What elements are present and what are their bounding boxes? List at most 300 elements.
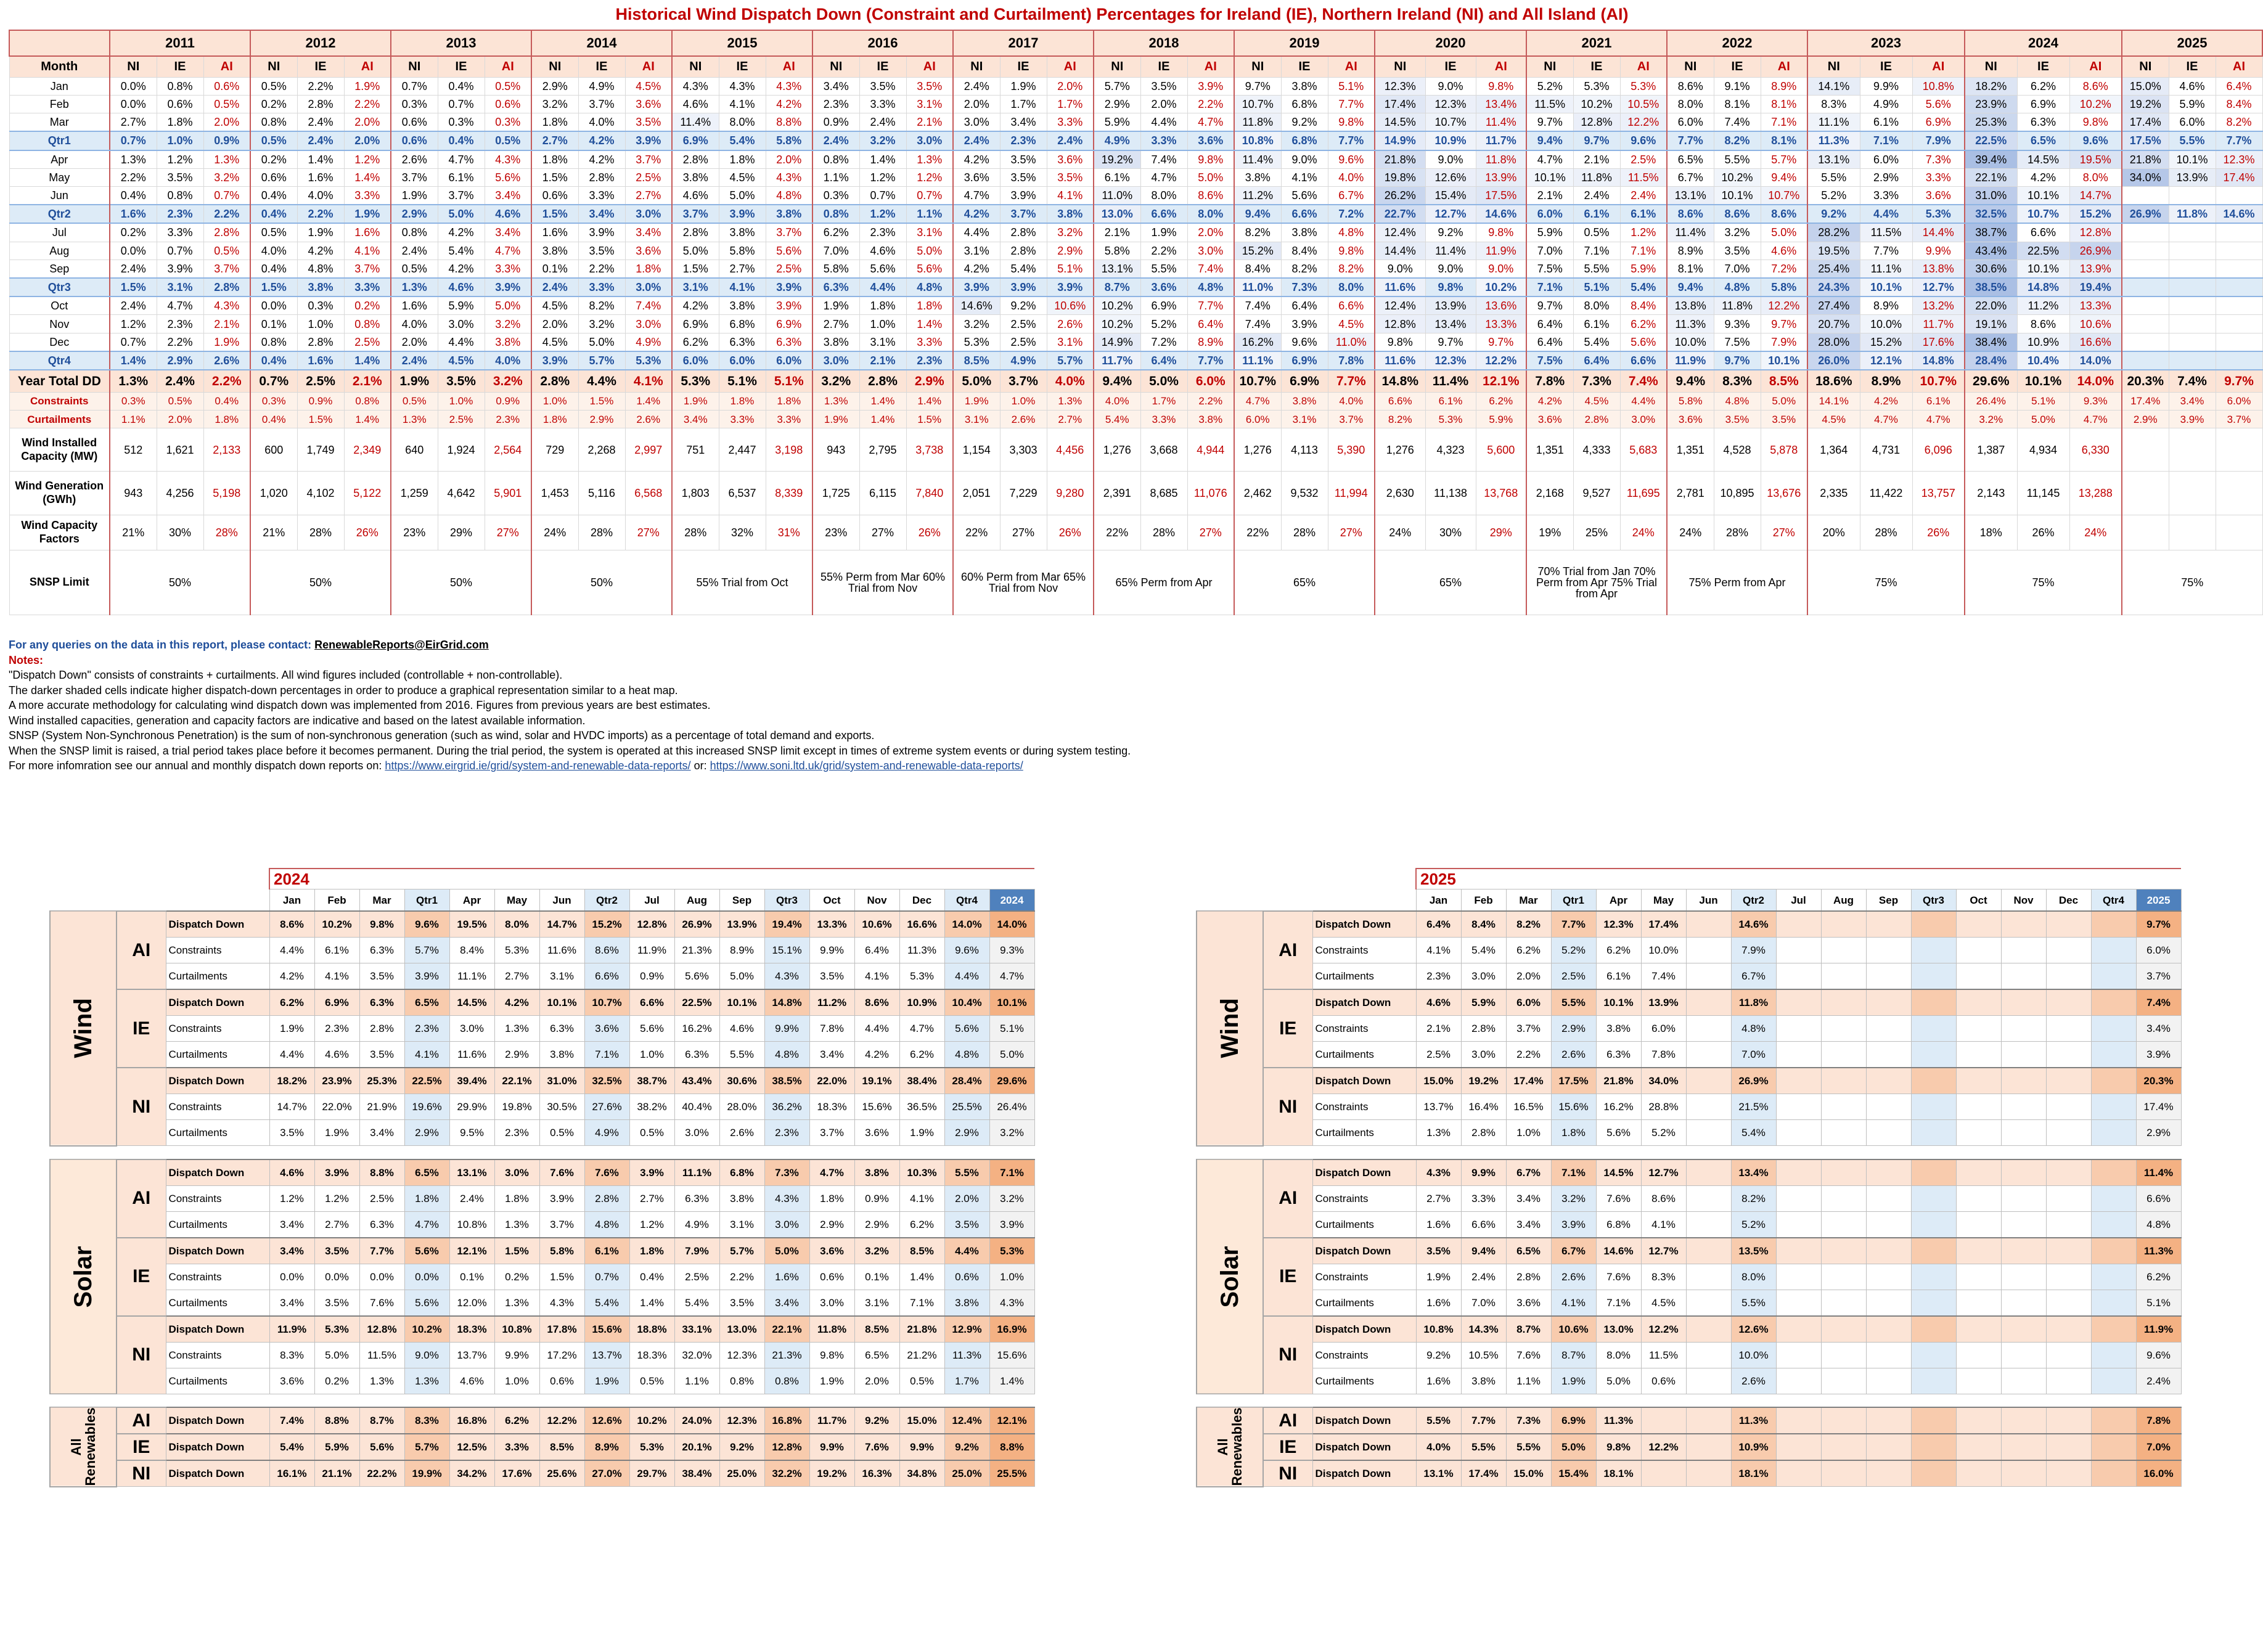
data-cell: 10.7%: [1761, 186, 1807, 205]
data-cell: 2.0%: [391, 333, 438, 351]
data-cell: 2.8%: [578, 168, 625, 186]
value-cell: 4.1%: [1551, 1290, 1596, 1316]
row-label: Wind Capacity Factors: [9, 515, 110, 550]
data-cell: 2,168: [1526, 472, 1573, 515]
column-header: Qtr2: [1731, 889, 1776, 912]
value-cell: 25.0%: [944, 1460, 989, 1487]
data-cell: 1,020: [250, 472, 297, 515]
data-cell: 2.1%: [906, 113, 953, 132]
data-cell: 6.7%: [1328, 186, 1375, 205]
value-cell: [1776, 1434, 1821, 1460]
data-cell: 16.6%: [2069, 333, 2122, 351]
value-cell: 8.3%: [269, 1342, 314, 1368]
value-cell: 2.1%: [1416, 1016, 1461, 1042]
value-cell: 14.7%: [269, 1094, 314, 1120]
value-cell: [1911, 1407, 1956, 1434]
data-cell: 21.8%: [1375, 150, 1425, 169]
value-cell: [1821, 1068, 1866, 1094]
value-cell: 11.6%: [539, 938, 584, 963]
value-cell: [2046, 1016, 2091, 1042]
data-cell: 23%: [391, 515, 438, 550]
value-cell: 5.0%: [1596, 1368, 1641, 1394]
row-label: Feb: [9, 95, 110, 113]
data-cell: 3.2%: [1714, 223, 1761, 242]
data-cell: 3.8%: [531, 242, 578, 260]
value-cell: 1.0%: [989, 1264, 1034, 1290]
value-cell: [1821, 1211, 1866, 1238]
value-cell: [1686, 1342, 1731, 1368]
value-cell: [2091, 1264, 2136, 1290]
value-cell: 9.7%: [2136, 911, 2181, 938]
data-cell: 3.3%: [719, 410, 766, 428]
value-cell: 36.2%: [764, 1094, 809, 1120]
column-header: Mar: [359, 889, 404, 912]
data-cell: 34.0%: [2122, 168, 2169, 186]
region-header: IE: [1140, 56, 1187, 77]
value-cell: [1776, 911, 1821, 938]
value-cell: 7.9%: [1731, 938, 1776, 963]
data-cell: 26%: [344, 515, 391, 550]
value-cell: [1686, 1016, 1731, 1042]
value-cell: 43.4%: [674, 1068, 719, 1094]
value-cell: 2.3%: [1416, 963, 1461, 990]
data-cell: 14.8%: [2017, 278, 2069, 296]
row-type-label: Constraints: [166, 1094, 269, 1120]
data-cell: 12.2%: [1620, 113, 1667, 132]
data-cell: 1.8%: [203, 410, 250, 428]
value-cell: 2.9%: [494, 1042, 539, 1068]
year-header: 2024: [1965, 30, 2122, 56]
data-cell: 4.2%: [438, 260, 485, 278]
value-cell: 4.1%: [314, 963, 359, 990]
data-cell: 5.7%: [1761, 150, 1807, 169]
data-cell: 8.3%: [1807, 95, 1860, 113]
year-header: 2013: [391, 30, 531, 56]
value-cell: 8.6%: [584, 938, 629, 963]
data-cell: 5.9%: [1094, 113, 1140, 132]
data-cell: 8.6%: [2017, 315, 2069, 333]
value-cell: 38.4%: [674, 1460, 719, 1487]
data-cell: 9,527: [1573, 472, 1620, 515]
data-cell: 2.2%: [344, 95, 391, 113]
eirgrid-link[interactable]: https://www.eirgrid.ie/grid/system-and-renewable-data-reports/: [385, 759, 691, 772]
data-cell: 19.5%: [1807, 242, 1860, 260]
column-header: Dec: [899, 889, 944, 912]
data-cell: 6.4%: [1573, 351, 1620, 370]
data-cell: 0.5%: [250, 131, 297, 150]
data-cell: 9.8%: [1187, 150, 1234, 169]
data-cell: [2122, 515, 2169, 550]
value-cell: 5.5%: [719, 1042, 764, 1068]
data-cell: 0.7%: [203, 186, 250, 205]
data-cell: 3.2%: [531, 95, 578, 113]
value-cell: 7.0%: [1731, 1042, 1776, 1068]
data-cell: 5.5%: [1140, 260, 1187, 278]
value-cell: 8.2%: [1506, 911, 1551, 938]
data-cell: 751: [672, 428, 719, 472]
value-cell: 8.3%: [1641, 1264, 1686, 1290]
data-cell: 3.4%: [485, 223, 531, 242]
data-cell: 0.1%: [531, 260, 578, 278]
data-cell: 9.1%: [1714, 77, 1761, 95]
value-cell: 6.1%: [314, 938, 359, 963]
value-cell: 5.2%: [1641, 1120, 1686, 1146]
data-cell: 15.4%: [1425, 186, 1476, 205]
data-cell: 4.2%: [953, 260, 1000, 278]
value-cell: 4.3%: [764, 963, 809, 990]
row-type-label: Constraints: [166, 1016, 269, 1042]
value-cell: 4.1%: [854, 963, 899, 990]
data-cell: 2.6%: [625, 410, 672, 428]
data-cell: 5.6%: [1620, 333, 1667, 351]
value-cell: 16.9%: [989, 1316, 1034, 1343]
data-cell: 30%: [1425, 515, 1476, 550]
value-cell: 0.4%: [629, 1264, 674, 1290]
value-cell: 8.9%: [719, 938, 764, 963]
data-cell: 6.0%: [1860, 150, 1912, 169]
value-cell: 6.6%: [1461, 1211, 1506, 1238]
data-cell: [2122, 315, 2169, 333]
data-cell: 0.4%: [203, 392, 250, 410]
value-cell: 2.0%: [854, 1368, 899, 1394]
value-cell: 22.0%: [314, 1094, 359, 1120]
data-cell: 9.8%: [1476, 77, 1526, 95]
data-cell: 3.9%: [1047, 278, 1094, 296]
data-cell: 6.0%: [1667, 113, 1714, 132]
data-cell: 6.0%: [672, 351, 719, 370]
data-cell: 1.9%: [812, 410, 859, 428]
value-cell: 11.3%: [944, 1342, 989, 1368]
data-cell: [2122, 296, 2169, 315]
group-label-all: All Renewables: [1197, 1407, 1263, 1487]
region-header: AI: [1761, 56, 1807, 77]
value-cell: 13.0%: [719, 1316, 764, 1343]
value-cell: 6.2%: [899, 1042, 944, 1068]
data-cell: 3.4%: [2169, 392, 2216, 410]
value-cell: [1821, 963, 1866, 990]
data-cell: 5,683: [1620, 428, 1667, 472]
value-cell: 15.4%: [1551, 1460, 1596, 1487]
data-cell: 13.1%: [1094, 260, 1140, 278]
data-cell: 3.4%: [672, 410, 719, 428]
data-cell: 640: [391, 428, 438, 472]
value-cell: 3.9%: [1551, 1211, 1596, 1238]
column-header: Qtr4: [2091, 889, 2136, 912]
data-cell: 3.6%: [1526, 410, 1573, 428]
data-cell: 26%: [2017, 515, 2069, 550]
value-cell: 3.5%: [359, 963, 404, 990]
data-cell: 3.6%: [1912, 186, 1965, 205]
value-cell: 0.6%: [539, 1368, 584, 1394]
value-cell: 5.4%: [269, 1434, 314, 1460]
data-cell: [2169, 296, 2216, 315]
region-label: NI: [1263, 1068, 1312, 1146]
data-cell: 4.0%: [1047, 370, 1094, 392]
data-cell: 8.0%: [1187, 205, 1234, 223]
value-cell: 3.2%: [989, 1120, 1034, 1146]
data-cell: 4.6%: [672, 186, 719, 205]
row-type-label: Dispatch Down: [1312, 911, 1416, 938]
data-cell: 5.0%: [438, 205, 485, 223]
value-cell: 16.2%: [1596, 1094, 1641, 1120]
value-cell: 4.7%: [899, 1016, 944, 1042]
value-cell: 5.3%: [494, 938, 539, 963]
value-cell: 11.3%: [2136, 1238, 2181, 1264]
data-cell: 5.2%: [1807, 186, 1860, 205]
data-cell: 12.3%: [1375, 77, 1425, 95]
data-cell: 25.4%: [1807, 260, 1860, 278]
data-cell: 8.0%: [1328, 278, 1375, 296]
data-cell: 13.9%: [1476, 168, 1526, 186]
data-cell: 14.9%: [1094, 333, 1140, 351]
data-cell: 2.6%: [391, 150, 438, 169]
region-header: NI: [391, 56, 438, 77]
value-cell: 13.7%: [449, 1342, 494, 1368]
value-cell: 6.3%: [1596, 1042, 1641, 1068]
value-cell: [1686, 1120, 1731, 1146]
data-cell: 3.2%: [1965, 410, 2017, 428]
snsp-limit-cell: 75%: [1807, 550, 1965, 615]
value-cell: 10.2%: [314, 911, 359, 938]
value-cell: 10.2%: [629, 1407, 674, 1434]
region-header: AI: [203, 56, 250, 77]
value-cell: 7.7%: [1551, 911, 1596, 938]
value-cell: [1821, 1368, 1866, 1394]
row-type-label: Dispatch Down: [166, 989, 269, 1016]
value-cell: 5.7%: [719, 1238, 764, 1264]
data-cell: 1,803: [672, 472, 719, 515]
data-cell: 5.4%: [1620, 278, 1667, 296]
value-cell: 13.4%: [1731, 1159, 1776, 1186]
value-cell: [2046, 1407, 2091, 1434]
row-label: Apr: [9, 150, 110, 169]
data-cell: 3.6%: [625, 95, 672, 113]
data-cell: 3.8%: [1281, 392, 1328, 410]
data-cell: 4.2%: [438, 223, 485, 242]
column-header: Qtr2: [584, 889, 629, 912]
data-cell: 9,532: [1281, 472, 1328, 515]
column-header: May: [1641, 889, 1686, 912]
data-cell: 6.0%: [2169, 113, 2216, 132]
data-cell: 3.5%: [1714, 242, 1761, 260]
data-cell: 13.6%: [1476, 296, 1526, 315]
data-cell: 1.0%: [157, 131, 203, 150]
value-cell: [1866, 1068, 1911, 1094]
data-cell: 2.0%: [344, 113, 391, 132]
column-header: Jan: [1416, 889, 1461, 912]
data-cell: 2.7%: [1047, 410, 1094, 428]
data-cell: 32.5%: [1965, 205, 2017, 223]
data-cell: 3.9%: [2169, 410, 2216, 428]
data-cell: 2.9%: [1047, 242, 1094, 260]
data-cell: 1.3%: [906, 150, 953, 169]
data-cell: 17.4%: [1375, 95, 1425, 113]
data-cell: 6.4%: [2216, 77, 2262, 95]
data-cell: 2.5%: [438, 410, 485, 428]
value-cell: [1911, 1460, 1956, 1487]
data-cell: 13.1%: [1807, 150, 1860, 169]
data-cell: 3.5%: [859, 77, 906, 95]
data-cell: 12.4%: [1375, 223, 1425, 242]
data-cell: 4.4%: [953, 223, 1000, 242]
data-cell: 5.9%: [1620, 260, 1667, 278]
data-cell: 4.0%: [250, 242, 297, 260]
value-cell: 9.9%: [1461, 1159, 1506, 1186]
value-cell: 5.6%: [404, 1238, 449, 1264]
data-cell: 8.1%: [1761, 95, 1807, 113]
column-header: Oct: [1956, 889, 2001, 912]
data-cell: 10.7%: [2017, 205, 2069, 223]
year-header: 2014: [531, 30, 672, 56]
data-cell: 9.0%: [1281, 150, 1328, 169]
region-label: IE: [1263, 1434, 1312, 1460]
data-cell: 14.9%: [1375, 131, 1425, 150]
data-cell: 11.5%: [1860, 223, 1912, 242]
year-header: 2023: [1807, 30, 1965, 56]
value-cell: 0.0%: [269, 1264, 314, 1290]
region-header: IE: [1425, 56, 1476, 77]
data-cell: 4.7%: [1912, 410, 1965, 428]
data-cell: 17.6%: [1912, 333, 1965, 351]
data-cell: 3.7%: [1000, 370, 1047, 392]
value-cell: 11.2%: [809, 989, 854, 1016]
value-cell: 10.8%: [1416, 1316, 1461, 1343]
value-cell: [2046, 911, 2091, 938]
value-cell: 19.2%: [1461, 1068, 1506, 1094]
data-cell: 5.0%: [485, 296, 531, 315]
value-cell: 4.7%: [809, 1159, 854, 1186]
data-cell: 1,924: [438, 428, 485, 472]
data-cell: 2.2%: [110, 168, 157, 186]
data-cell: 3.8%: [1047, 205, 1094, 223]
value-cell: 11.9%: [2136, 1316, 2181, 1343]
value-cell: 10.9%: [899, 989, 944, 1016]
data-cell: 2.0%: [1187, 223, 1234, 242]
data-cell: 6.1%: [438, 168, 485, 186]
region-label: IE: [1263, 1238, 1312, 1316]
data-cell: 2.6%: [203, 351, 250, 370]
value-cell: 3.4%: [359, 1120, 404, 1146]
value-cell: 12.6%: [1731, 1316, 1776, 1343]
value-cell: [2091, 911, 2136, 938]
value-cell: 11.5%: [359, 1342, 404, 1368]
row-label: Constraints: [9, 392, 110, 410]
snsp-limit-cell: 75%: [2122, 550, 2262, 615]
data-cell: 5.3%: [1912, 205, 1965, 223]
data-cell: 31.0%: [1965, 186, 2017, 205]
value-cell: 14.0%: [944, 911, 989, 938]
data-cell: 1.4%: [859, 392, 906, 410]
column-header: Jun: [539, 889, 584, 912]
data-cell: 1.8%: [719, 392, 766, 410]
data-cell: 28%: [297, 515, 344, 550]
data-cell: 1.4%: [859, 410, 906, 428]
contact-email-link[interactable]: RenewableReports@EirGrid.com: [314, 639, 489, 651]
value-cell: 1.6%: [764, 1264, 809, 1290]
value-cell: [2001, 1211, 2046, 1238]
data-cell: 6.9%: [1281, 351, 1328, 370]
value-cell: 7.3%: [764, 1159, 809, 1186]
data-cell: 2.4%: [953, 77, 1000, 95]
data-cell: 28.2%: [1807, 223, 1860, 242]
data-cell: [2169, 515, 2216, 550]
data-cell: 3.2%: [1047, 223, 1094, 242]
data-cell: 6.9%: [672, 131, 719, 150]
data-cell: 13.8%: [1667, 296, 1714, 315]
snsp-limit-cell: 60% Perm from Mar 65% Trial from Nov: [953, 550, 1094, 615]
region-label: NI: [117, 1068, 166, 1146]
value-cell: [1956, 989, 2001, 1016]
data-cell: 7.1%: [1761, 113, 1807, 132]
snsp-limit-cell: 50%: [110, 550, 250, 615]
value-cell: 9.9%: [899, 1434, 944, 1460]
data-cell: 8.3%: [1714, 370, 1761, 392]
value-cell: 17.4%: [1461, 1460, 1506, 1487]
value-cell: [2046, 1264, 2091, 1290]
data-cell: 8.6%: [1667, 205, 1714, 223]
value-cell: [1911, 1316, 1956, 1343]
value-cell: 4.7%: [404, 1211, 449, 1238]
value-cell: [2091, 1434, 2136, 1460]
data-cell: 13.3%: [1476, 315, 1526, 333]
data-cell: 5.0%: [953, 370, 1000, 392]
value-cell: 1.0%: [494, 1368, 539, 1394]
value-cell: [1776, 1368, 1821, 1394]
value-cell: 2.4%: [1461, 1264, 1506, 1290]
value-cell: 4.3%: [539, 1290, 584, 1316]
value-cell: [2046, 1094, 2091, 1120]
data-cell: 18.6%: [1807, 370, 1860, 392]
data-cell: 4.4%: [438, 333, 485, 351]
data-cell: 0.3%: [438, 113, 485, 132]
data-cell: 7.7%: [1328, 370, 1375, 392]
value-cell: 7.1%: [1551, 1159, 1596, 1186]
data-cell: 1.3%: [110, 150, 157, 169]
value-cell: 10.6%: [1551, 1316, 1596, 1343]
value-cell: 6.1%: [1596, 963, 1641, 990]
row-type-label: Constraints: [166, 1264, 269, 1290]
data-cell: 5.9%: [2169, 95, 2216, 113]
data-cell: 2.0%: [953, 95, 1000, 113]
data-cell: [2216, 472, 2262, 515]
value-cell: 3.6%: [854, 1120, 899, 1146]
value-cell: 1.0%: [629, 1042, 674, 1068]
data-cell: 1,259: [391, 472, 438, 515]
data-cell: 0.5%: [250, 223, 297, 242]
data-cell: 2.4%: [1047, 131, 1094, 150]
value-cell: 32.2%: [764, 1460, 809, 1487]
value-cell: 10.6%: [854, 911, 899, 938]
value-cell: [1776, 1094, 1821, 1120]
data-cell: 7.4%: [1714, 113, 1761, 132]
value-cell: [1911, 1238, 1956, 1264]
data-cell: 2.1%: [1094, 223, 1140, 242]
value-cell: 16.8%: [449, 1407, 494, 1434]
value-cell: 3.0%: [764, 1211, 809, 1238]
note-line: The darker shaded cells indicate higher dispatch-down percentages in order to produce a graphical representation similar to a heat map.: [9, 684, 678, 697]
data-cell: 7.1%: [1860, 131, 1912, 150]
value-cell: [2046, 1316, 2091, 1343]
value-cell: 13.3%: [809, 911, 854, 938]
value-cell: 8.5%: [899, 1238, 944, 1264]
data-cell: 8.2%: [578, 296, 625, 315]
value-cell: 4.6%: [1416, 989, 1461, 1016]
soni-link[interactable]: https://www.soni.ltd.uk/grid/system-and-renewable-data-reports/: [710, 759, 1023, 772]
value-cell: 4.4%: [944, 963, 989, 990]
data-cell: 2.3%: [1000, 131, 1047, 150]
data-cell: 9.6%: [1281, 333, 1328, 351]
data-cell: 11.1%: [1807, 113, 1860, 132]
